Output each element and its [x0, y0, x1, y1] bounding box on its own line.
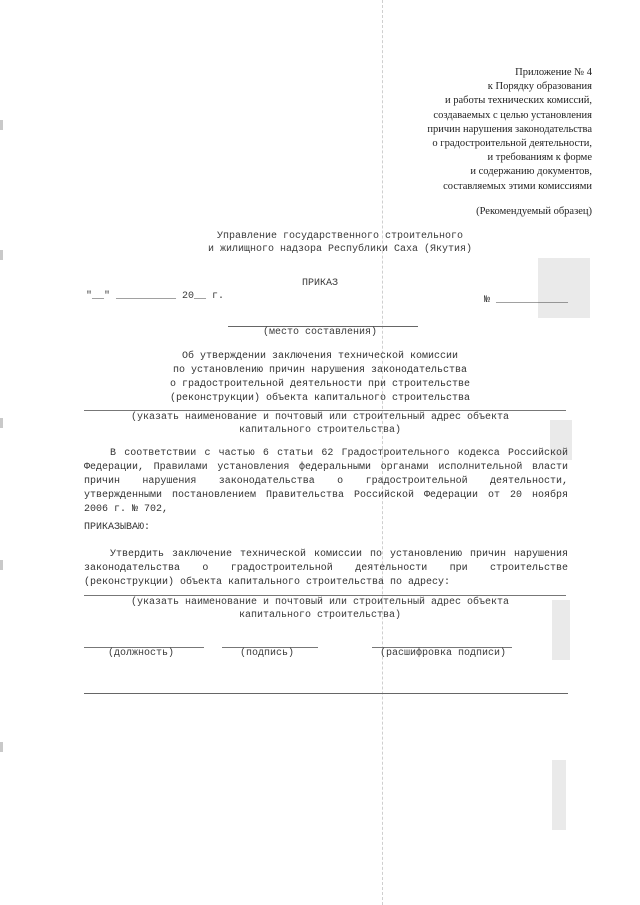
appendix-line: Приложение № 4 [515, 67, 592, 78]
number-field: № ____________ [484, 295, 569, 306]
sample-note: (Рекомендуемый образец) [476, 206, 592, 217]
issuing-authority [180, 230, 500, 256]
authority-line: и жилищного надзора Республики Саха (Якутия) [207, 244, 473, 255]
address-caption [110, 596, 530, 622]
preamble-paragraph: В соответствии с частью 6 статьи 62 Градостроительного кодекса Российской Федерации, Правилами установления федеральными органами исполнительной власти причин нарушения законодательства о градостроительной деятельности, утвержденными постановлением Правительства Российской Федерации от 20 ноября 2006 г. № 702, [84, 448, 568, 515]
appendix-line: и содержанию документов, [470, 166, 592, 178]
appendix-line: причин нарушения законодательства [427, 123, 592, 135]
subject-line: о градостроительной деятельности при строительстве [169, 379, 471, 390]
signature-caption: (подпись) [240, 648, 295, 659]
appendix-line: о градостроительной деятельности, [432, 138, 592, 150]
object-caption-line: капитального строительства) [238, 425, 402, 436]
scan-smudge [552, 600, 570, 660]
authority-line: Управление государственного строительного [216, 231, 464, 242]
appendix-reference [332, 66, 592, 194]
subject-line: Об утверждении заключения технической комиссии [181, 351, 459, 362]
appendix-line: создаваемых с целью установления [433, 109, 592, 121]
appendix-line: составляемых этими комиссиями [443, 180, 592, 192]
subject-line: (реконструкции) объекта капитального строительства [169, 393, 471, 404]
date-field: "__" __________ 20__ г. [86, 291, 225, 302]
bottom-divider [84, 693, 568, 694]
address-caption-line: (указать наименование и почтовый или строительный адрес объекта [130, 597, 510, 608]
decoding-caption: (расшифровка подписи) [380, 648, 507, 659]
appendix-line: к Порядку образования [487, 81, 592, 93]
object-caption [110, 411, 530, 437]
appendix-line: и требованиям к форме [487, 152, 592, 164]
subject-line: по установлению причин нарушения законодательства [172, 365, 468, 376]
place-caption: (место составления) [262, 327, 378, 338]
order-subject [120, 350, 520, 406]
scan-edge-marks [0, 0, 8, 905]
scan-smudge [552, 760, 566, 830]
object-caption-line: (указать наименование и почтовый или строительный адрес объекта [130, 412, 510, 423]
appendix-line: и работы технических комиссий, [445, 95, 592, 107]
address-caption-line: капитального строительства) [238, 610, 402, 621]
order-title: ПРИКАЗ [301, 278, 338, 289]
order-directive-heading: ПРИКАЗЫВАЮ: [84, 522, 151, 533]
position-caption: (должность) [108, 648, 175, 659]
resolution-paragraph: Утвердить заключение технической комиссии по установлению причин нарушения законодательства о градостроительной деятельности при строительстве (реконструкции) объекта капитального строительства по адресу: [84, 549, 568, 588]
